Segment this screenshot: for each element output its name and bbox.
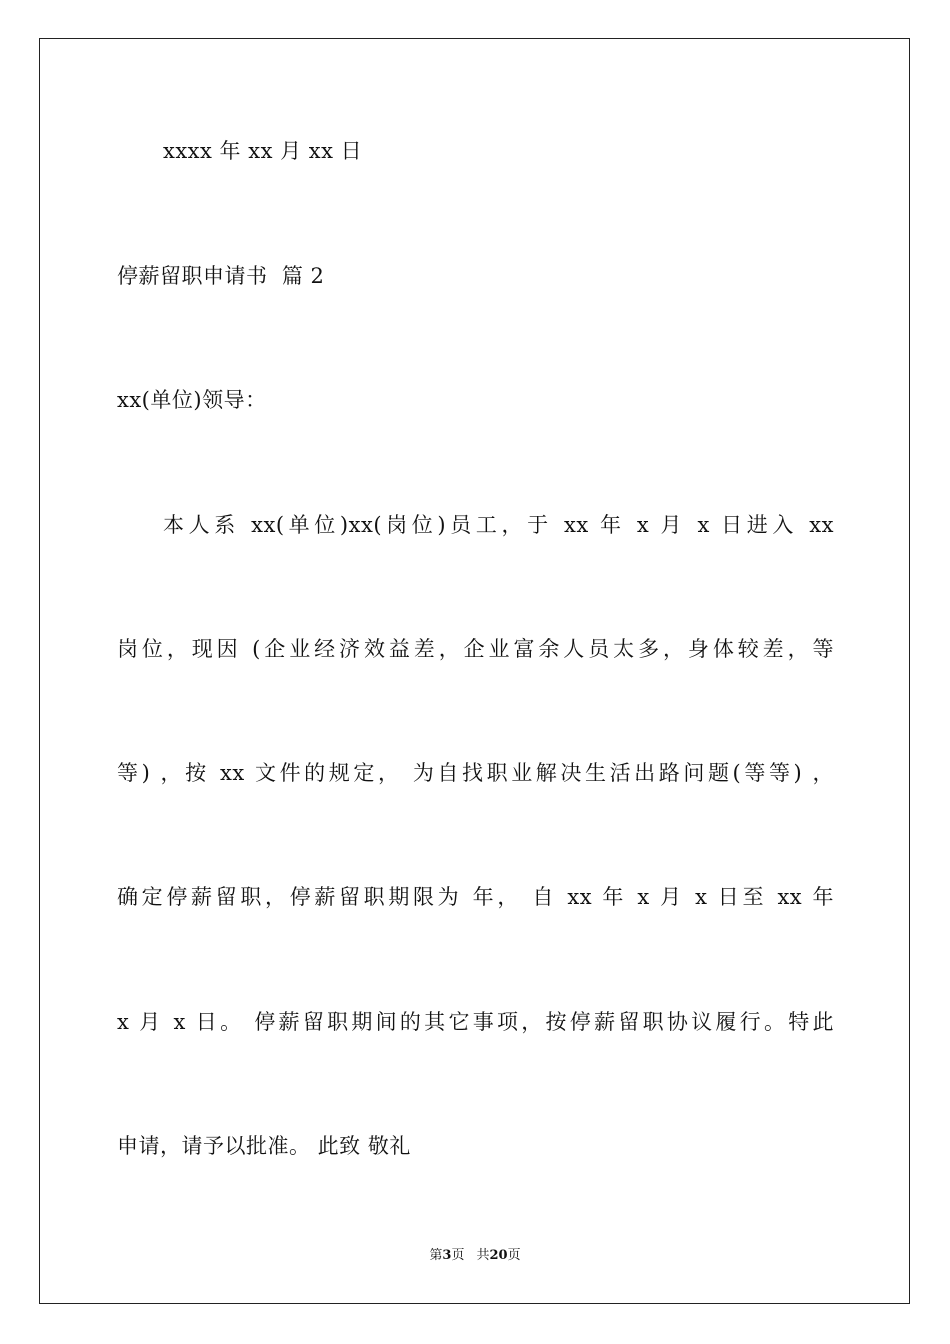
- page-footer: [0, 1247, 950, 1265]
- body-line-4: 确定停薪留职，停薪留职期限为 年， 自 xx 年 x 月 x 日至 xx 年: [117, 885, 834, 909]
- footer-total-pages: 20: [489, 1248, 508, 1263]
- date-line: xxxx 年 xx 月 xx 日: [163, 139, 363, 163]
- body-line-2: 岗位，现因 (企业经济效益差，企业富余人员太多，身体较差，等: [117, 637, 834, 661]
- footer-total-unit: 页: [507, 1248, 521, 1263]
- page-border: [39, 38, 910, 1304]
- body-line-3: 等) ，按 xx 文件的规定， 为自找职业解决生活出路问题(等等) ，: [117, 761, 834, 785]
- footer-total-prefix: 共: [476, 1248, 490, 1263]
- salutation: xx(单位)领导：: [117, 388, 267, 412]
- body-line-6: 申请，请予以批准。 此致 敬礼: [117, 1134, 411, 1158]
- section-title: 停薪留职申请书 篇 2: [117, 264, 325, 288]
- body-line-5: x 月 x 日。 停薪留职期间的其它事项，按停薪留职协议履行。特此: [117, 1010, 834, 1034]
- footer-page-number: 3: [442, 1248, 452, 1263]
- footer-page-unit: 页: [451, 1248, 465, 1263]
- body-line-1: 本人系 xx(单位)xx(岗位)员工，于 xx 年 x 月 x 日进入 xx: [163, 513, 834, 537]
- footer-page-prefix: 第: [429, 1248, 443, 1263]
